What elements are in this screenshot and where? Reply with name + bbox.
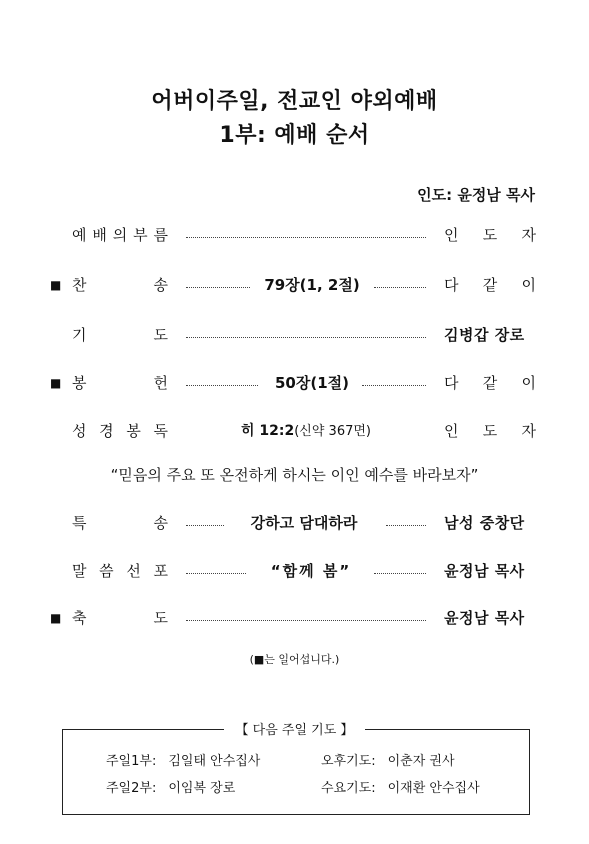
- order-performer: 남성 중창단: [444, 514, 525, 532]
- prayer-entry: 수요기도: 이재환 안수집사: [321, 781, 480, 796]
- order-row: [0, 371, 589, 395]
- prayer-entry: 주일2부: 이임복 장로: [106, 781, 236, 796]
- order-row: [0, 223, 589, 247]
- order-performer: 인 도 자: [444, 226, 536, 244]
- scripture-reference: 히 12:2(신약 367면): [241, 423, 371, 439]
- order-detail: 50장(1절): [274, 374, 349, 392]
- sermon-title: “함께 봄”: [270, 562, 352, 580]
- order-label: 말 씀 선 포: [72, 562, 168, 580]
- prayer-entry: 오후기도: 이춘자 권사: [321, 754, 455, 769]
- order-row: [0, 323, 589, 347]
- order-performer: 다 같 이: [444, 276, 536, 294]
- order-label: 성 경 봉 독: [72, 422, 168, 440]
- scripture-quote: “믿음의 주요 또 온전하게 하시는 이인 예수를 바라보자”: [110, 466, 479, 484]
- dot-leader: [362, 385, 426, 386]
- dot-leader: [186, 573, 246, 574]
- dot-leader: [374, 573, 426, 574]
- order-row: [0, 273, 589, 297]
- order-performer: 윤정남 목사: [444, 562, 525, 580]
- order-label: 축 도: [72, 609, 168, 627]
- dot-leader: [186, 385, 258, 386]
- title-line-1: 어버이주일, 전교인 야외예배: [151, 89, 438, 114]
- order-row: [0, 606, 589, 630]
- next-week-heading: 【 다음 주일 기도 】: [0, 719, 589, 738]
- order-label: 특 송: [72, 514, 168, 532]
- order-detail: 강하고 담대하라: [250, 514, 358, 532]
- next-week-prayer-box: [62, 729, 530, 815]
- dot-leader: [186, 337, 426, 338]
- dot-leader: [186, 237, 426, 238]
- order-performer: 윤정남 목사: [444, 609, 525, 627]
- standing-marker: ■: [50, 376, 62, 390]
- title-line-2: 1부: 예배 순서: [219, 123, 370, 148]
- prayer-entry: 주일1부: 김일태 안수집사: [106, 754, 261, 769]
- order-label: 봉 헌: [72, 374, 168, 392]
- order-performer: 김병갑 장로: [444, 326, 525, 344]
- order-row: [0, 559, 589, 583]
- order-row: [0, 511, 589, 535]
- order-label: 기 도: [72, 326, 168, 344]
- leader-line: 인도: 윤정남 목사: [417, 186, 535, 204]
- standing-note: (■는 일어섭니다.): [249, 653, 340, 666]
- dot-leader: [186, 620, 426, 621]
- order-performer: 다 같 이: [444, 374, 536, 392]
- dot-leader: [186, 525, 224, 526]
- dot-leader: [186, 287, 250, 288]
- standing-marker: ■: [50, 611, 62, 625]
- order-label: 예 배 의 부 름: [72, 226, 168, 244]
- order-row: [0, 419, 589, 443]
- order-performer: 인 도 자: [444, 422, 536, 440]
- dot-leader: [374, 287, 426, 288]
- order-label: 찬 송: [72, 276, 168, 294]
- standing-marker: ■: [50, 278, 62, 292]
- dot-leader: [386, 525, 426, 526]
- order-detail: 79장(1, 2절): [264, 276, 360, 294]
